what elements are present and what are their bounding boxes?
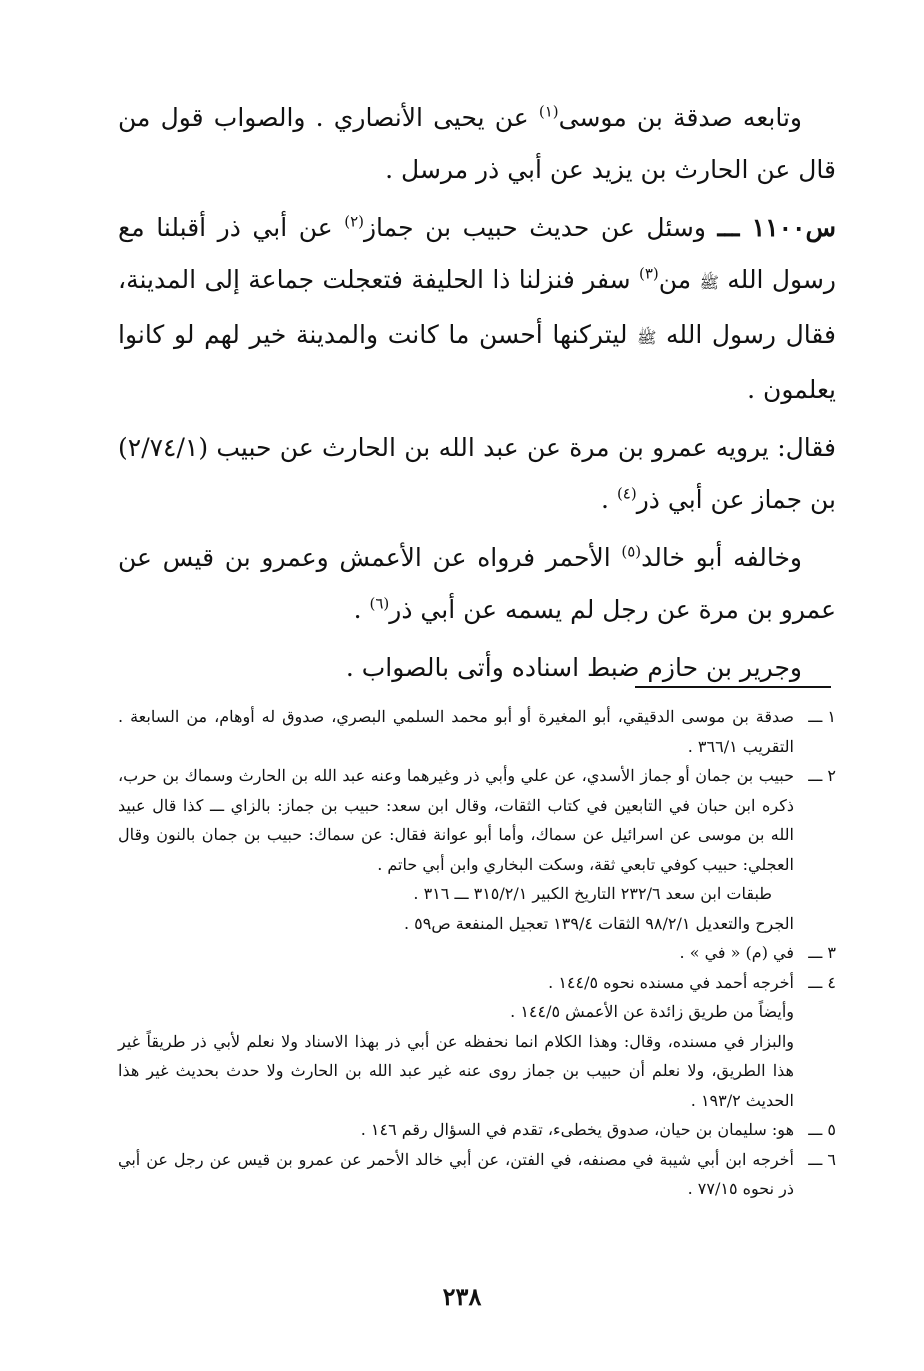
footnote-number: ١ ـــ (808, 707, 836, 726)
salutation-ligature: ﷺ (637, 328, 657, 347)
text-run: من (658, 265, 700, 294)
footnote-number: ٤ ـــ (808, 972, 836, 992)
footnote-reference-line: والبزار في مسنده، وقال: وهذا الكلام انما نحفظه عن أبي ذر بهذا الاسناد ولا نعلم لأبي ذر طريقاً غير هذا الطريق، ولا نعلم أن حبيب بن جماز روى عنه غير عبد الله بن الحارث ولا حدث بحديث غير هذا الحديث ١٩٣/٢ . (118, 1031, 794, 1110)
salutation-ligature: ﷺ (699, 273, 719, 292)
footnote-2 (118, 761, 836, 938)
text-run: . (353, 595, 370, 624)
footnote-text: في (م) « في » . (679, 943, 794, 962)
footnote-ref: (٤) (616, 484, 637, 503)
footnote-number: ٦ ـــ (808, 1149, 836, 1169)
footnote-text: أخرجه ابن أبي شيبة في مصنفه، في الفتن، عن أبي خالد الأحمر عن عمرو بن قيس عن رجل عن أبي ذر نحوه ٧٧/١٥ . (118, 1149, 794, 1198)
main-text (118, 92, 836, 700)
paragraph-1 (118, 92, 836, 196)
footnote-reference-line: طبقات ابن سعد ٢٣٢/٦ التاريخ الكبير ٣١٥/٢/١ ـــ ٣١٦ . (413, 884, 772, 903)
text-run: سفر فنزلنا ذا الحليفة فتعجلت جماعة إلى المدينة، فقال رسول الله (118, 265, 836, 349)
question-number: س١١٠٠ ـــ (717, 213, 836, 242)
paragraph-5: وجرير بن حازم ضبط اسناده وأتى بالصواب . (345, 653, 802, 682)
footnote-divider (635, 686, 831, 688)
footnote-text: صدقة بن موسى الدقيقي، أبو المغيرة أو أبو محمد السلمي البصري، صدوق له أوهام، من السابعة . التقريب ٣٦٦/١ . (118, 707, 794, 756)
footnote-number: ٥ ـــ (808, 1120, 836, 1139)
footnote-number: ٣ ـــ (808, 943, 836, 962)
text-run: وخالفه أبو خالد (641, 543, 802, 572)
footnote-3 (118, 938, 836, 968)
footnote-ref: (٣) (638, 264, 659, 283)
text-run: وتابعه صدقة بن موسى (558, 103, 802, 132)
footnote-number: ٢ ـــ (808, 766, 836, 785)
text-run: ليتركنها أحسن ما كانت والمدينة خير لهم لو كانوا يعلمون . (118, 320, 836, 404)
footnote-5 (118, 1115, 836, 1145)
answer-paragraph (118, 422, 836, 526)
footnote-ref: (٦) (369, 594, 390, 613)
text-run: فقال: يرويه عمرو بن مرة عن عبد الله بن الحارث عن حبيب (٢/٧٤/١) بن جماز عن أبي ذر (118, 433, 836, 514)
page-number: ٢٣٨ (442, 1282, 482, 1311)
question-paragraph (118, 202, 836, 416)
footnote-text: حبيب بن جمان أو جماز الأسدي، عن علي وأبي ذر وغيرهما وعنه عبد الله بن الحارث وسماك بن حرب، ذكره ابن حبان في التابعين في كتاب الثقات، وقال ابن سعد: حبيب بن جماز: بالزاي ـــ كذا قال عبيد الله بن موسى عن اسرائيل عن سماك، وأما أبو عوانة فقال: عن سماك: حبيب بن جمان بالنون وقال العجلي: حبيب كوفي تابعي ثقة، وسكت البخاري وابن أبي حاتم . (118, 766, 794, 874)
footnote-4 (118, 968, 836, 1116)
footnote-text: هو: سليمان بن حيان، صدوق يخطىء، تقدم في السؤال رقم ١٤٦ . (360, 1120, 794, 1139)
footnote-ref: (١) (538, 102, 559, 121)
footnote-ref: (٢) (344, 212, 364, 231)
footnotes (118, 702, 836, 1204)
text-run: . (601, 485, 617, 514)
footnote-text: أخرجه أحمد في مسنده نحوه ١٤٤/٥ . (548, 972, 794, 992)
footnote-ref: (٥) (621, 542, 642, 561)
text-run: وسئل عن حديث حبيب بن جماز (363, 213, 718, 242)
text-run: عن أبي ذر أقبلنا مع رسول الله (118, 213, 836, 294)
footnote-reference-line: وأيضاً من طريق زائدة عن الأعمش ١٤٤/٥ . (510, 1002, 794, 1021)
text-run: عن يحيى الأنصاري . والصواب قول من قال عن الحارث بن يزيد عن أبي ذر مرسل . (118, 103, 836, 184)
footnote-reference-line: الجرح والتعديل ٩٨/٢/١ الثقات ١٣٩/٤ تعجيل المنفعة ص٥٩ . (403, 913, 794, 933)
paragraph-4 (118, 532, 836, 636)
footnote-6 (118, 1145, 836, 1204)
text-run: الأحمر فرواه عن الأعمش وعمرو بن قيس عن عمرو بن مرة عن رجل لم يسمه عن أبي ذر (118, 543, 836, 624)
footnote-1 (118, 702, 836, 761)
